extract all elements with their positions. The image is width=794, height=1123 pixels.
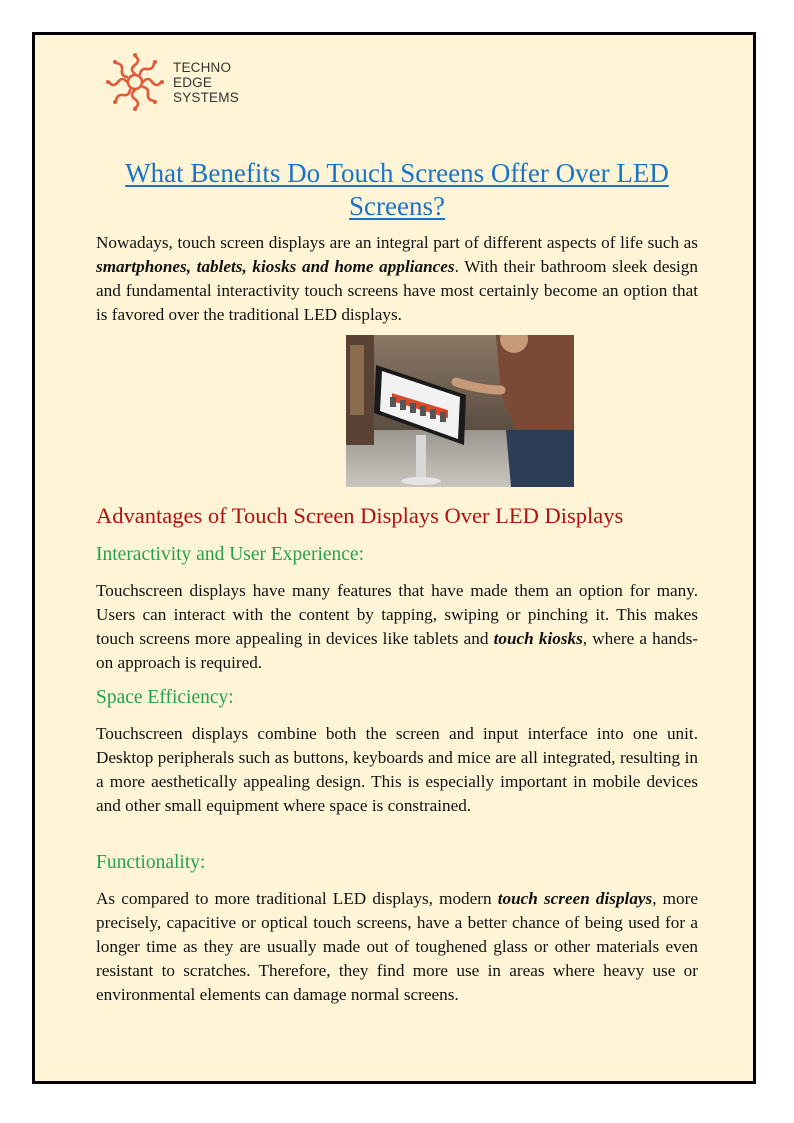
functionality-text-1: As compared to more traditional LED displays, modern bbox=[96, 889, 498, 908]
section-title: Advantages of Touch Screen Displays Over LED Displays bbox=[96, 503, 624, 528]
document-page bbox=[32, 32, 756, 1084]
functionality-emphasis: touch screen displays bbox=[497, 889, 653, 908]
heading-space-efficiency: Space Efficiency: bbox=[96, 687, 234, 708]
interactivity-text-1: Touchscreen displays have many features that have made them an option for many. Users can interact with the content by tapping, swiping or pinching it. This makes touch screens more appealing in devices like tablets and bbox=[96, 581, 698, 648]
functionality-paragraph bbox=[96, 887, 698, 1007]
functionality-text-2: , more precisely, capacitive or optical touch screens, have a better chance of being used for a longer time as they are usually made out of toughened glass or other materials even resistant to scratches. Therefore, they find more use in areas where heavy use or environmental elements can damage normal screens. bbox=[96, 889, 698, 1004]
interactivity-emphasis: touch kiosks bbox=[493, 629, 583, 648]
logo-line-3: SYSTEMS bbox=[173, 89, 239, 105]
interactivity-text-2: , where a hands-on approach is required. bbox=[96, 629, 698, 672]
intro-emphasis: smartphones, tablets, kiosks and home appliances bbox=[96, 257, 455, 276]
kiosk-photo-icon bbox=[346, 335, 574, 487]
space-efficiency-paragraph: Touchscreen displays combine both the screen and input interface into one unit. Desktop peripherals such as buttons, keyboards and mice are all integrated, resulting in a more aesthetically appealing design. This is especially important in mobile devices and other small equipment where space is constrained. bbox=[96, 724, 698, 815]
article-title[interactable]: What Benefits Do Touch Screens Offer Over LED Screens? bbox=[125, 158, 669, 221]
heading-functionality: Functionality: bbox=[96, 852, 206, 873]
intro-paragraph bbox=[96, 231, 698, 327]
company-logo[interactable] bbox=[103, 49, 239, 115]
heading-interactivity: Interactivity and User Experience: bbox=[96, 544, 365, 565]
logo-line-2: EDGE bbox=[173, 74, 213, 90]
intro-text-1: Nowadays, touch screen displays are an integral part of different aspects of life such as bbox=[96, 233, 698, 252]
touch-kiosk-photo bbox=[346, 335, 574, 487]
logo-line-1: TECHNO bbox=[173, 59, 232, 75]
intro-text-2: . With their bathroom sleek design and fundamental interactivity touch screens have most certainly become an option that is favored over the traditional LED displays. bbox=[96, 257, 698, 324]
logo-wordmark bbox=[173, 60, 239, 105]
sun-logo-icon bbox=[103, 50, 167, 114]
interactivity-paragraph bbox=[96, 579, 698, 675]
